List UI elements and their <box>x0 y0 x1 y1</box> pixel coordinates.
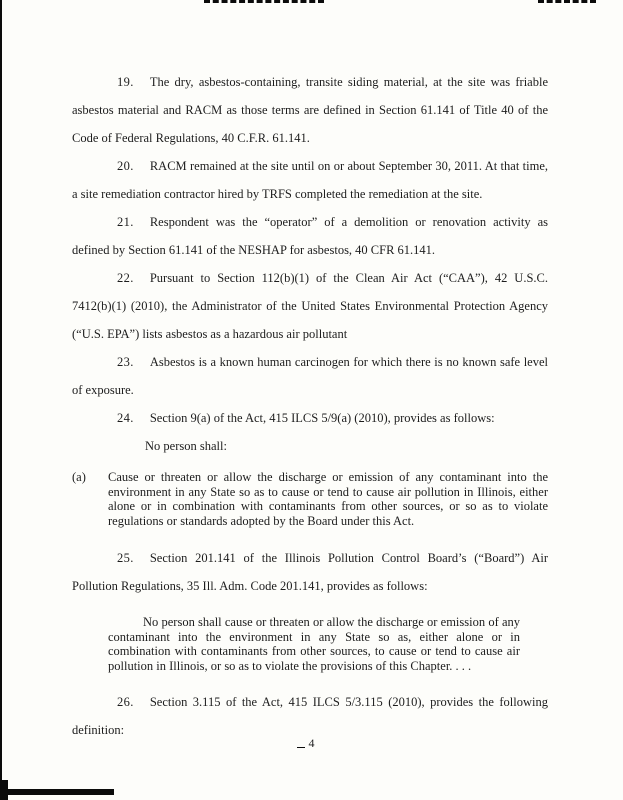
paragraph-19 <box>72 68 548 152</box>
paragraph-text: Section 3.115 of the Act, 415 ILCS 5/3.115 (2010), provides the following definition: <box>72 695 548 737</box>
paragraph-number: 19. <box>117 75 134 89</box>
paragraph-text: Asbestos is a known human carcinogen for which there is no known safe level of exposure. <box>72 355 548 397</box>
paragraph-text: Respondent was the “operator” of a demolition or renovation activity as defined by Section 61.141 of the NESHAP for asbestos, 40 CFR 61.141. <box>72 215 548 257</box>
paragraph-21 <box>72 208 548 264</box>
paragraph-number: 21. <box>117 215 134 229</box>
paragraph-number: 22. <box>117 271 134 285</box>
paragraph-number: 25. <box>117 551 134 565</box>
paragraph-number: 26. <box>117 695 134 709</box>
scan-artifact-top-dashes <box>538 0 596 3</box>
paragraph-text: Section 9(a) of the Act, 415 ILCS 5/9(a) (2010), provides as follows: <box>149 411 495 425</box>
paragraph-text: Section 201.141 of the Illinois Pollution Control Board’s (“Board”) Air Pollution Regulations, 35 Ill. Adm. Code 201.141, provides as follows: <box>72 551 548 593</box>
scan-artifact-bottom-corner <box>0 780 8 800</box>
paragraph-22 <box>72 264 548 348</box>
quote-subsection-label: (a) <box>72 470 86 484</box>
scan-artifact-bottom-bar <box>0 789 114 795</box>
page-number: 4 <box>308 736 315 750</box>
quote-text: Cause or threaten or allow the discharge or emission of any contaminant into the environment in any State so as to cause or tend to cause air pollution in Illinois, either alone or in combination with contaminants from other sources, or so as to violate regulations or standards adopted by the Board under this Act. <box>108 470 548 528</box>
scan-artifact-left-edge <box>0 0 2 800</box>
paragraph-23 <box>72 348 548 404</box>
paragraph-25 <box>72 544 548 600</box>
paragraph-20 <box>72 152 548 208</box>
blockquote-section-9a <box>72 470 548 528</box>
paragraph-number: 24. <box>117 411 134 425</box>
scan-artifact-top-dashes <box>204 0 324 3</box>
paragraph-number: 20. <box>117 159 134 173</box>
quote-intro-line: No person shall: <box>145 439 227 453</box>
document-body <box>72 68 548 744</box>
paragraph-text: RACM remained at the site until on or about September 30, 2011. At that time, a site remediation contractor hired by TRFS completed the remediation at the site. <box>72 159 548 201</box>
paragraph-text: Pursuant to Section 112(b)(1) of the Clean Air Act (“CAA”), 42 U.S.C. 7412(b)(1) (2010), the Administrator of the United States Environmental Protection Agency (“U.S. EPA”) lists asbestos as a hazardous air pollutant <box>72 271 548 341</box>
paragraph-number: 23. <box>117 355 134 369</box>
paragraph-text: The dry, asbestos-containing, transite siding material, at the site was friable asbestos material and RACM as those terms are defined in Section 61.141 of Title 40 of the Code of Federal Regulations, 40 C.F.R. 61.141. <box>72 75 548 145</box>
paragraph-24 <box>72 404 548 432</box>
blockquote-section-201-141: No person shall cause or threaten or allow the discharge or emission of any contaminant into the environment in any State so as, either alone or in combination with contaminants from other sources, to cause or tend to cause air pollution in Illinois, or so as to violate the provisions of this Chapter. . . . <box>108 615 520 673</box>
